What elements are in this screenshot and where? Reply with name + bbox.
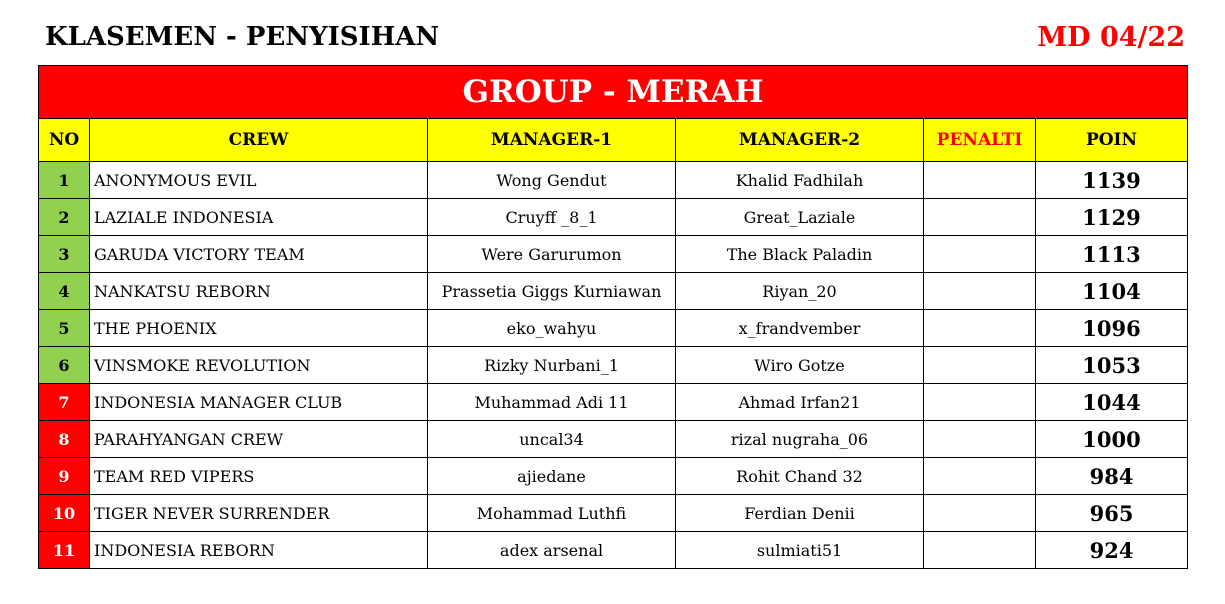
crew-cell: TEAM RED VIPERS — [90, 458, 428, 495]
manager1-cell: Wong Gendut — [428, 162, 676, 199]
crew-cell: GARUDA VICTORY TEAM — [90, 236, 428, 273]
rank-cell: 7 — [39, 384, 90, 421]
rank-cell: 3 — [39, 236, 90, 273]
penalti-cell — [924, 421, 1036, 458]
poin-cell: 924 — [1036, 532, 1188, 569]
manager1-cell: Mohammad Luthfi — [428, 495, 676, 532]
column-header-crew: CREW — [90, 119, 428, 162]
table-row — [39, 347, 1188, 384]
manager1-cell: ajiedane — [428, 458, 676, 495]
column-header-no: NO — [39, 119, 90, 162]
standings-table — [38, 65, 1188, 569]
poin-cell: 1113 — [1036, 236, 1188, 273]
penalti-cell — [924, 458, 1036, 495]
poin-cell: 1000 — [1036, 421, 1188, 458]
table-row — [39, 199, 1188, 236]
column-header-penalti: PENALTI — [924, 119, 1036, 162]
manager1-cell: Were Garurumon — [428, 236, 676, 273]
column-header-row — [39, 119, 1188, 162]
page-title: KLASEMEN - PENYISIHAN — [45, 22, 440, 52]
penalti-cell — [924, 162, 1036, 199]
manager1-cell: Prassetia Giggs Kurniawan — [428, 273, 676, 310]
penalti-cell — [924, 384, 1036, 421]
group-header-row — [39, 66, 1188, 119]
poin-cell: 1139 — [1036, 162, 1188, 199]
table-row — [39, 273, 1188, 310]
table-row — [39, 310, 1188, 347]
column-header-manager2: MANAGER-2 — [676, 119, 924, 162]
penalti-cell — [924, 495, 1036, 532]
manager2-cell: Khalid Fadhilah — [676, 162, 924, 199]
manager2-cell: Rohit Chand 32 — [676, 458, 924, 495]
rank-cell: 8 — [39, 421, 90, 458]
table-row — [39, 236, 1188, 273]
rank-cell: 5 — [39, 310, 90, 347]
matchday-label: MD 04/22 — [1037, 22, 1185, 53]
manager2-cell: The Black Paladin — [676, 236, 924, 273]
column-header-poin: POIN — [1036, 119, 1188, 162]
penalti-cell — [924, 273, 1036, 310]
group-title: GROUP - MERAH — [39, 66, 1188, 119]
table-row — [39, 458, 1188, 495]
crew-cell: LAZIALE INDONESIA — [90, 199, 428, 236]
manager2-cell: Wiro Gotze — [676, 347, 924, 384]
manager1-cell: adex arsenal — [428, 532, 676, 569]
penalti-cell — [924, 347, 1036, 384]
column-header-manager1: MANAGER-1 — [428, 119, 676, 162]
manager2-cell: sulmiati51 — [676, 532, 924, 569]
rank-cell: 1 — [39, 162, 90, 199]
manager2-cell: Riyan_20 — [676, 273, 924, 310]
crew-cell: ANONYMOUS EVIL — [90, 162, 428, 199]
table-row — [39, 162, 1188, 199]
standings-body — [39, 162, 1188, 569]
manager2-cell: Ferdian Denii — [676, 495, 924, 532]
crew-cell: TIGER NEVER SURRENDER — [90, 495, 428, 532]
manager1-cell: Muhammad Adi 11 — [428, 384, 676, 421]
crew-cell: PARAHYANGAN CREW — [90, 421, 428, 458]
manager1-cell: Cruyff _8_1 — [428, 199, 676, 236]
table-row — [39, 421, 1188, 458]
poin-cell: 1053 — [1036, 347, 1188, 384]
poin-cell: 1096 — [1036, 310, 1188, 347]
table-row — [39, 532, 1188, 569]
poin-cell: 984 — [1036, 458, 1188, 495]
crew-cell: INDONESIA MANAGER CLUB — [90, 384, 428, 421]
rank-cell: 6 — [39, 347, 90, 384]
poin-cell: 1129 — [1036, 199, 1188, 236]
table-row — [39, 384, 1188, 421]
manager1-cell: uncal34 — [428, 421, 676, 458]
penalti-cell — [924, 199, 1036, 236]
penalti-cell — [924, 532, 1036, 569]
manager2-cell: x_frandvember — [676, 310, 924, 347]
crew-cell: VINSMOKE REVOLUTION — [90, 347, 428, 384]
manager2-cell: rizal nugraha_06 — [676, 421, 924, 458]
poin-cell: 1104 — [1036, 273, 1188, 310]
penalti-cell — [924, 236, 1036, 273]
manager1-cell: eko_wahyu — [428, 310, 676, 347]
poin-cell: 965 — [1036, 495, 1188, 532]
crew-cell: THE PHOENIX — [90, 310, 428, 347]
manager2-cell: Ahmad Irfan21 — [676, 384, 924, 421]
rank-cell: 2 — [39, 199, 90, 236]
rank-cell: 4 — [39, 273, 90, 310]
crew-cell: INDONESIA REBORN — [90, 532, 428, 569]
rank-cell: 11 — [39, 532, 90, 569]
rank-cell: 9 — [39, 458, 90, 495]
poin-cell: 1044 — [1036, 384, 1188, 421]
manager2-cell: Great_Laziale — [676, 199, 924, 236]
crew-cell: NANKATSU REBORN — [90, 273, 428, 310]
penalti-cell — [924, 310, 1036, 347]
rank-cell: 10 — [39, 495, 90, 532]
manager1-cell: Rizky Nurbani_1 — [428, 347, 676, 384]
table-row — [39, 495, 1188, 532]
